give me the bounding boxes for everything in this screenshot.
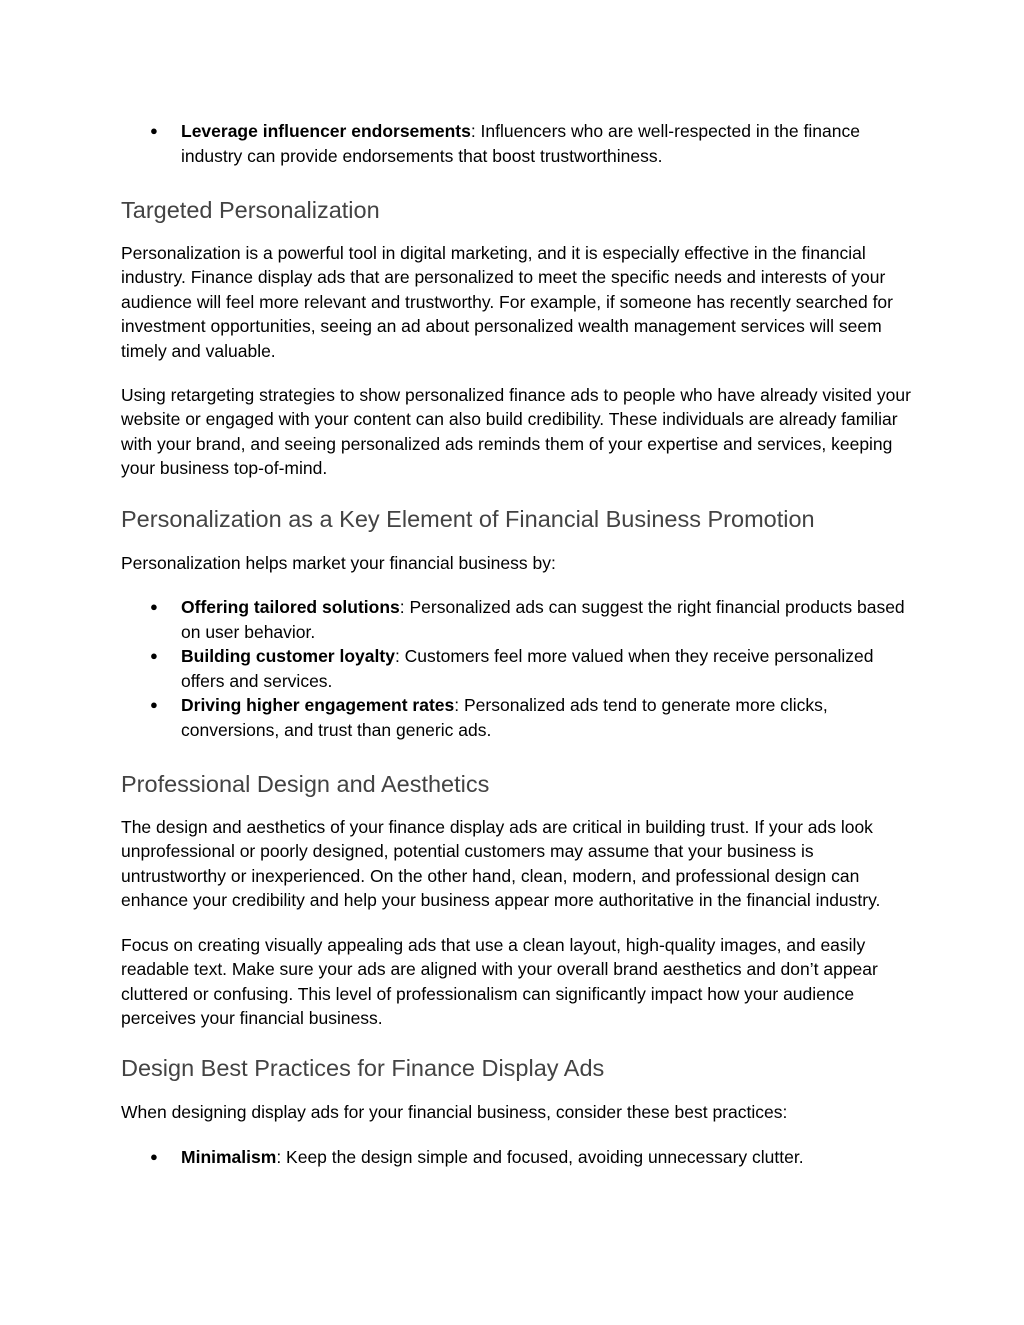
bullet-bold-term: Leverage influencer endorsements — [181, 121, 471, 141]
bullet-text: : Personalized ads can suggest the right financial products based on user behavior. — [181, 597, 905, 642]
bullet-icon: ● — [150, 123, 158, 138]
bullet-text: : Personalized ads tend to generate more clicks, conversions, and trust than generic ads. — [181, 695, 828, 740]
section-heading-design: Professional Design and Aesthetics — [121, 771, 490, 798]
section-heading-best-practices: Design Best Practices for Finance Display Ads — [121, 1055, 605, 1082]
bullet-text: : Customers feel more valued when they receive personalized offers and services. — [181, 646, 874, 691]
bullet-bold-term: Minimalism — [181, 1146, 277, 1167]
intro-bullet-list — [121, 119, 911, 168]
list-item — [121, 1145, 911, 1170]
list-item — [121, 693, 911, 742]
bullet-icon: ● — [150, 1148, 158, 1164]
paragraph-best-practices-intro: When designing display ads for your financial business, consider these best practices: — [121, 1102, 788, 1123]
bullet-icon: ● — [150, 648, 158, 664]
paragraph-key-element-intro: Personalization helps market your financial business by: — [121, 552, 556, 573]
page-content — [121, 119, 911, 1169]
list-item — [121, 119, 911, 168]
bullet-bold-term: Offering tailored solutions — [181, 597, 400, 618]
bullet-text: : Influencers who are well-respected in the finance industry can provide endorsements that boost trustworthiness. — [181, 121, 860, 166]
section-heading-key-element: Personalization as a Key Element of Financial Business Promotion — [121, 505, 815, 532]
bullet-bold-term: Driving higher engagement rates — [181, 695, 455, 716]
list-item — [121, 595, 911, 644]
bullet-text: : Keep the design simple and focused, avoiding unnecessary clutter. — [276, 1146, 804, 1167]
paragraph-targeted-2: Using retargeting strategies to show personalized finance ads to people who have already visited your website or engaged with your content can also build credibility. These individuals are already familiar with your brand, and seeing personalized ads reminds them of your expertise and services, keeping your business top-of-mind. — [121, 385, 911, 479]
bullet-icon: ● — [150, 697, 158, 713]
section-heading-targeted-personalization: Targeted Personalization — [121, 197, 380, 223]
paragraph-design-2: Focus on creating visually appealing ads that use a clean layout, high-quality images, and easily readable text. Make sure your ads are aligned with your overall brand aesthetics and don’t appear cluttered or confusing. This level of professionalism can significantly impact how your audience perceives your financial business. — [121, 934, 878, 1028]
key-element-bullet-list — [121, 595, 911, 742]
paragraph-design-1: The design and aesthetics of your finance display ads are critical in building trust. If your ads look unprofessional or poorly designed, potential customers may assume that your business is untrustworthy or inexperienced. On the other hand, clean, modern, and professional design can enhance your credibility and help your business appear more authoritative in the financial industry. — [121, 817, 881, 911]
bullet-icon: ● — [150, 599, 158, 615]
bullet-bold-term: Building customer loyalty — [181, 646, 395, 667]
best-practices-bullet-list — [121, 1145, 911, 1170]
list-item — [121, 644, 911, 693]
paragraph-targeted-1: Personalization is a powerful tool in digital marketing, and it is especially effective in the financial industry. Finance display ads that are personalized to meet the specific needs and interests of your audience will feel more relevant and trustworthy. For example, if someone has recently searched for investment opportunities, seeing an ad about personalized wealth management services will seem timely and valuable. — [121, 243, 893, 361]
